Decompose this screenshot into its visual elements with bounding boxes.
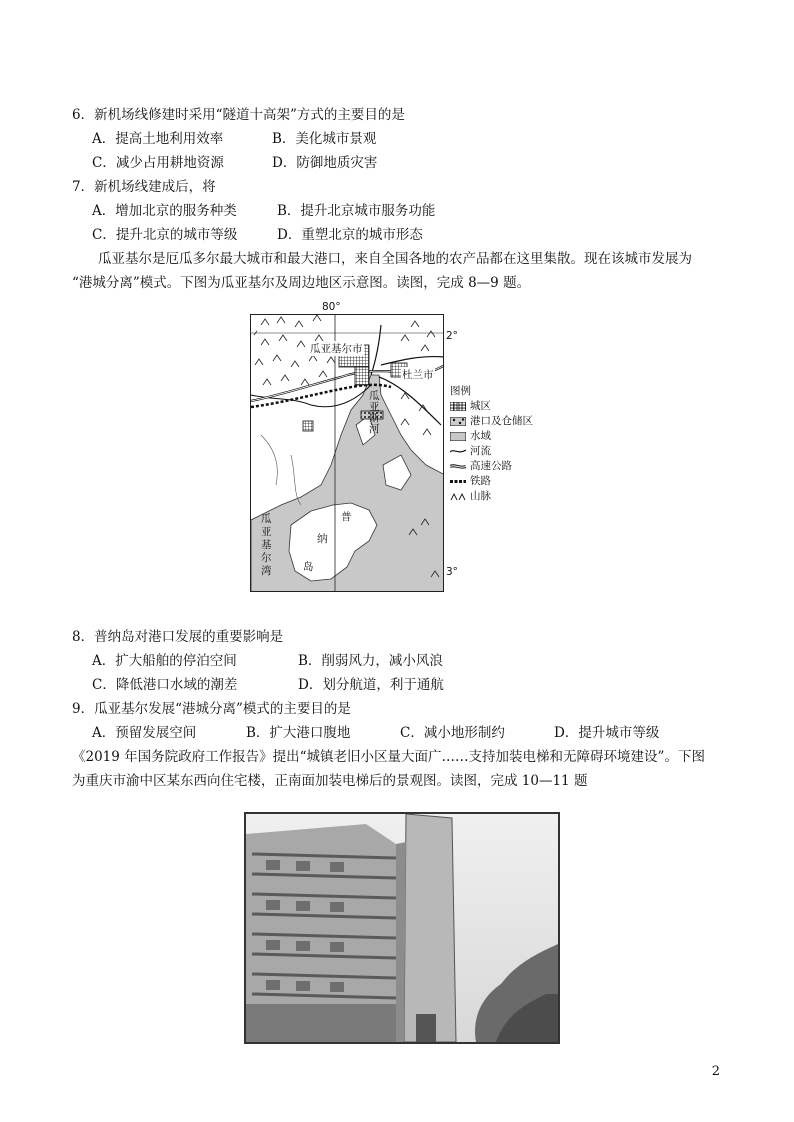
legend-label: 城区 <box>470 400 491 412</box>
river-char: 斯 <box>369 412 380 424</box>
port-area-icon <box>450 417 466 426</box>
legend-item-water <box>450 429 560 444</box>
legend-title: 图例 <box>450 385 471 397</box>
building-elevator-photo <box>244 812 560 1044</box>
q7-option-d: D．重塑北京的城市形态 <box>277 227 423 243</box>
legend-item-city <box>450 399 560 414</box>
q9-stem: 9．瓜亚基尔发展“港城分离”模式的主要目的是 <box>72 701 351 717</box>
q7-option-c: C．提升北京的城市等级 <box>92 227 238 243</box>
q8-stem: 8．普纳岛对港口发展的重要影响是 <box>72 629 284 645</box>
map-drawing <box>251 315 444 592</box>
map-legend <box>450 384 560 504</box>
map-lat-top-label: 2° <box>446 330 458 342</box>
bay-char: 尔 <box>261 552 272 564</box>
intro-8-9-line1: 瓜亚基尔是厄瓜多尔最大城市和最大港口，来自全国各地的农产品都在这里集散。现在该城市发展为 <box>98 251 692 267</box>
map-city-duran: 杜兰市 <box>402 369 434 381</box>
legend-label: 铁路 <box>470 475 491 487</box>
q9-option-c: C．减小地形制约 <box>400 725 505 741</box>
legend-item-highway <box>450 459 560 474</box>
intro-8-9-line2: “港城分离”模式。下图为瓜亚基尔及周边地区示意图。读图，完成 8—9 题。 <box>72 275 531 291</box>
legend-item-railway <box>450 474 560 489</box>
q6-option-d: D．防御地质灾害 <box>272 155 378 171</box>
map-bay-label <box>261 513 273 578</box>
q8-option-d: D．划分航道，利于通航 <box>298 677 444 693</box>
railway-icon <box>450 477 466 486</box>
river-char: 亚 <box>369 401 380 413</box>
bay-char: 湾 <box>261 565 272 577</box>
river-icon <box>450 447 466 456</box>
q7-stem: 7．新机场线建成后，将 <box>72 179 216 195</box>
map-city-guayaquil: 瓜亚基尔市 <box>310 343 363 355</box>
q8-option-a: A．扩大船舶的停泊空间 <box>92 653 237 669</box>
q9-option-b: B．扩大港口腹地 <box>246 725 351 741</box>
legend-label: 港口及仓储区 <box>470 415 533 427</box>
q6-option-a: A．提高土地利用效率 <box>92 131 224 147</box>
guayaquil-map <box>250 314 444 592</box>
map-lat-bottom-label: 3° <box>446 566 458 578</box>
legend-label: 河流 <box>470 445 491 457</box>
q7-option-a: A．增加北京的服务种类 <box>92 203 237 219</box>
highway-icon <box>450 462 466 471</box>
city-area-icon <box>450 402 466 411</box>
legend-label: 高速公路 <box>470 460 512 472</box>
legend-label: 山脉 <box>470 490 491 502</box>
q6-option-c: C．减少占用耕地资源 <box>92 155 224 171</box>
intro-10-11-line1: 《2019 年国务院政府工作报告》提出“城镇老旧小区量大面广……支持加装电梯和无障碍环境建设”。下图 <box>72 749 705 765</box>
q7-option-b: B．提升北京城市服务功能 <box>277 203 436 219</box>
river-char: 河 <box>369 423 380 435</box>
map-island-char-3: 岛 <box>303 561 314 573</box>
map-island-char-2: 纳 <box>317 533 328 545</box>
q9-option-a: A．预留发展空间 <box>92 725 197 741</box>
legend-item-mountain <box>450 489 560 504</box>
map-longitude-label: 80° <box>322 301 341 313</box>
q8-option-b: B．削弱风力，减小风浪 <box>298 653 443 669</box>
legend-label: 水域 <box>470 430 491 442</box>
map-island-char-1: 普 <box>341 511 352 523</box>
page-number: 2 <box>711 1064 720 1079</box>
bay-char: 基 <box>261 539 272 551</box>
river-char: 瓜 <box>369 390 380 402</box>
intro-10-11-line2: 为重庆市渝中区某东西向住宅楼，正南面加装电梯后的景观图。读图，完成 10—11 题 <box>72 773 588 789</box>
mountain-icon <box>450 492 466 501</box>
bay-char: 瓜 <box>261 513 272 525</box>
water-icon <box>450 432 466 441</box>
legend-item-river <box>450 444 560 459</box>
q8-option-c: C．降低港口水域的潮差 <box>92 677 238 693</box>
q6-stem: 6．新机场线修建时采用“隧道十高架”方式的主要目的是 <box>72 107 405 123</box>
photo-drawing <box>246 814 558 1042</box>
bay-char: 亚 <box>261 526 272 538</box>
q6-option-b: B．美化城市景观 <box>272 131 377 147</box>
legend-item-port <box>450 414 560 429</box>
q9-option-d: D．提升城市等级 <box>554 725 660 741</box>
map-river-label <box>369 391 381 435</box>
